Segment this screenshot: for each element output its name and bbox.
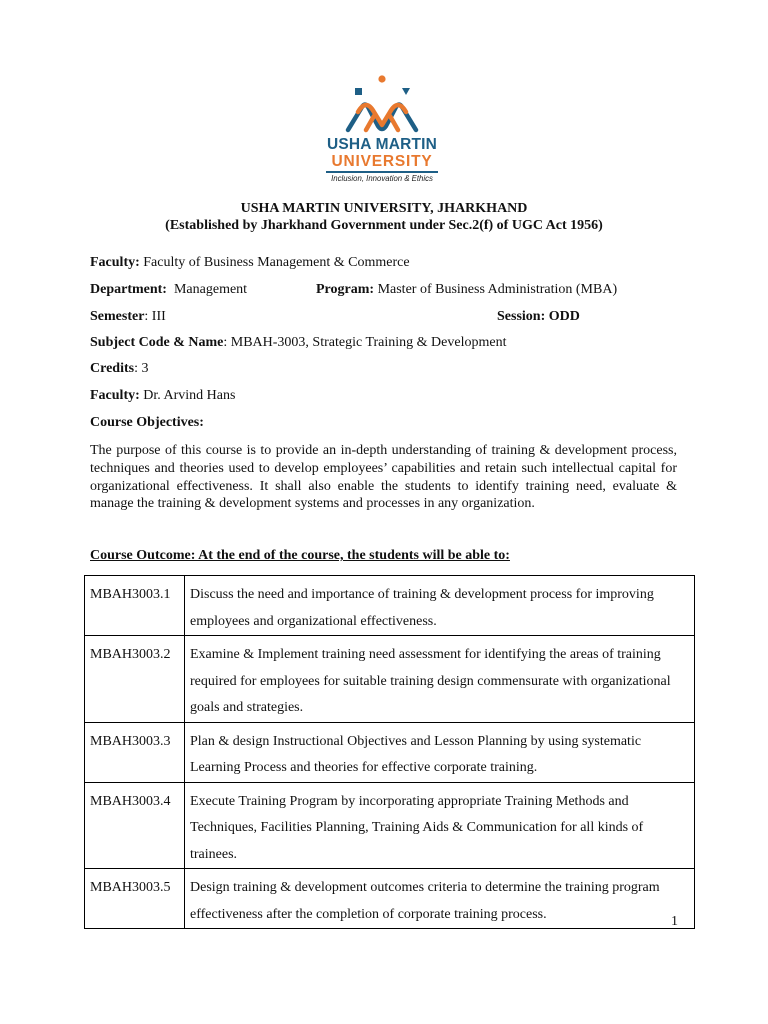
outcome-heading: Course Outcome: At the end of the course, the students will be able to: xyxy=(90,548,510,563)
university-title: USHA MARTIN UNIVERSITY, JHARKHAND xyxy=(240,201,528,216)
logo-emblem-icon xyxy=(344,74,420,136)
faculty-label: Faculty: xyxy=(90,255,140,270)
outcome-code: MBAH3003.1 xyxy=(85,576,185,636)
department-value: Management xyxy=(166,282,248,297)
table-row xyxy=(85,782,695,869)
semester-label: Semester xyxy=(90,309,145,324)
semester-row xyxy=(90,309,166,325)
logo-tagline: Inclusion, Innovation & Ethics xyxy=(331,174,433,183)
credits-label: Credits xyxy=(90,361,135,376)
program-label: Program: xyxy=(316,282,375,297)
page-number: 1 xyxy=(671,914,678,929)
outcome-code: MBAH3003.3 xyxy=(85,722,185,782)
table-row xyxy=(85,869,695,929)
instructor-label: Faculty: xyxy=(90,388,140,403)
logo-divider xyxy=(326,171,438,173)
university-subtitle: (Established by Jharkhand Government under Sec.2(f) of UGC Act 1956) xyxy=(165,218,603,233)
subject-value: : MBAH-3003, Strategic Training & Development xyxy=(223,335,507,350)
department-row xyxy=(90,282,247,298)
table-row xyxy=(85,722,695,782)
semester-value: : III xyxy=(144,309,166,324)
outcome-text: Examine & Implement training need assessment for identifying the areas of training required for employees for suitable training design commensurate with organizational goals and strategies. xyxy=(185,636,695,723)
subject-label: Subject Code & Name xyxy=(90,335,224,350)
outcome-code: MBAH3003.2 xyxy=(85,636,185,723)
subject-row xyxy=(90,335,506,351)
credits-value: : 3 xyxy=(134,361,149,376)
program-value: Master of Business Administration (MBA) xyxy=(374,282,618,297)
outcome-code: MBAH3003.5 xyxy=(85,869,185,929)
department-label: Department: xyxy=(90,282,167,297)
outcome-text: Execute Training Program by incorporating appropriate Training Methods and Techniques, Facilities Planning, Training Aids & Communication for all kinds of trainees. xyxy=(185,782,695,869)
outcome-text: Plan & design Instructional Objectives and Lesson Planning by using systematic Learning Process and theories for effective corporate training. xyxy=(185,722,695,782)
university-logo xyxy=(316,74,448,192)
outcome-text: Discuss the need and importance of training & development process for improving employees and organizational effectiveness. xyxy=(185,576,695,636)
session-label: Session: ODD xyxy=(497,309,580,324)
logo-name-line1: USHA MARTIN xyxy=(326,136,438,153)
outcome-text: Design training & development outcomes criteria to determine the training program effectiveness after the completion of corporate training process. xyxy=(185,869,695,929)
credits-row xyxy=(90,361,148,377)
faculty-row xyxy=(90,255,410,271)
faculty-value: Faculty of Business Management & Commerce xyxy=(139,255,410,270)
table-row xyxy=(85,576,695,636)
outcomes-table xyxy=(84,575,695,929)
table-row xyxy=(85,636,695,723)
instructor-row xyxy=(90,388,235,404)
logo-name-line2: UNIVERSITY xyxy=(331,153,433,170)
instructor-value: Dr. Arvind Hans xyxy=(139,388,236,403)
objectives-paragraph: The purpose of this course is to provide an in-depth understanding of training & development process, techniques and theories used to develop employees’ capabilities and retain such intellectual capital for organizational effectiveness. It shall also enable the students to identify training need, evaluate & manage the training & development systems and processes in any organization. xyxy=(90,443,677,512)
objectives-heading: Course Objectives: xyxy=(90,415,204,430)
program-row xyxy=(316,282,617,298)
outcome-code: MBAH3003.4 xyxy=(85,782,185,869)
